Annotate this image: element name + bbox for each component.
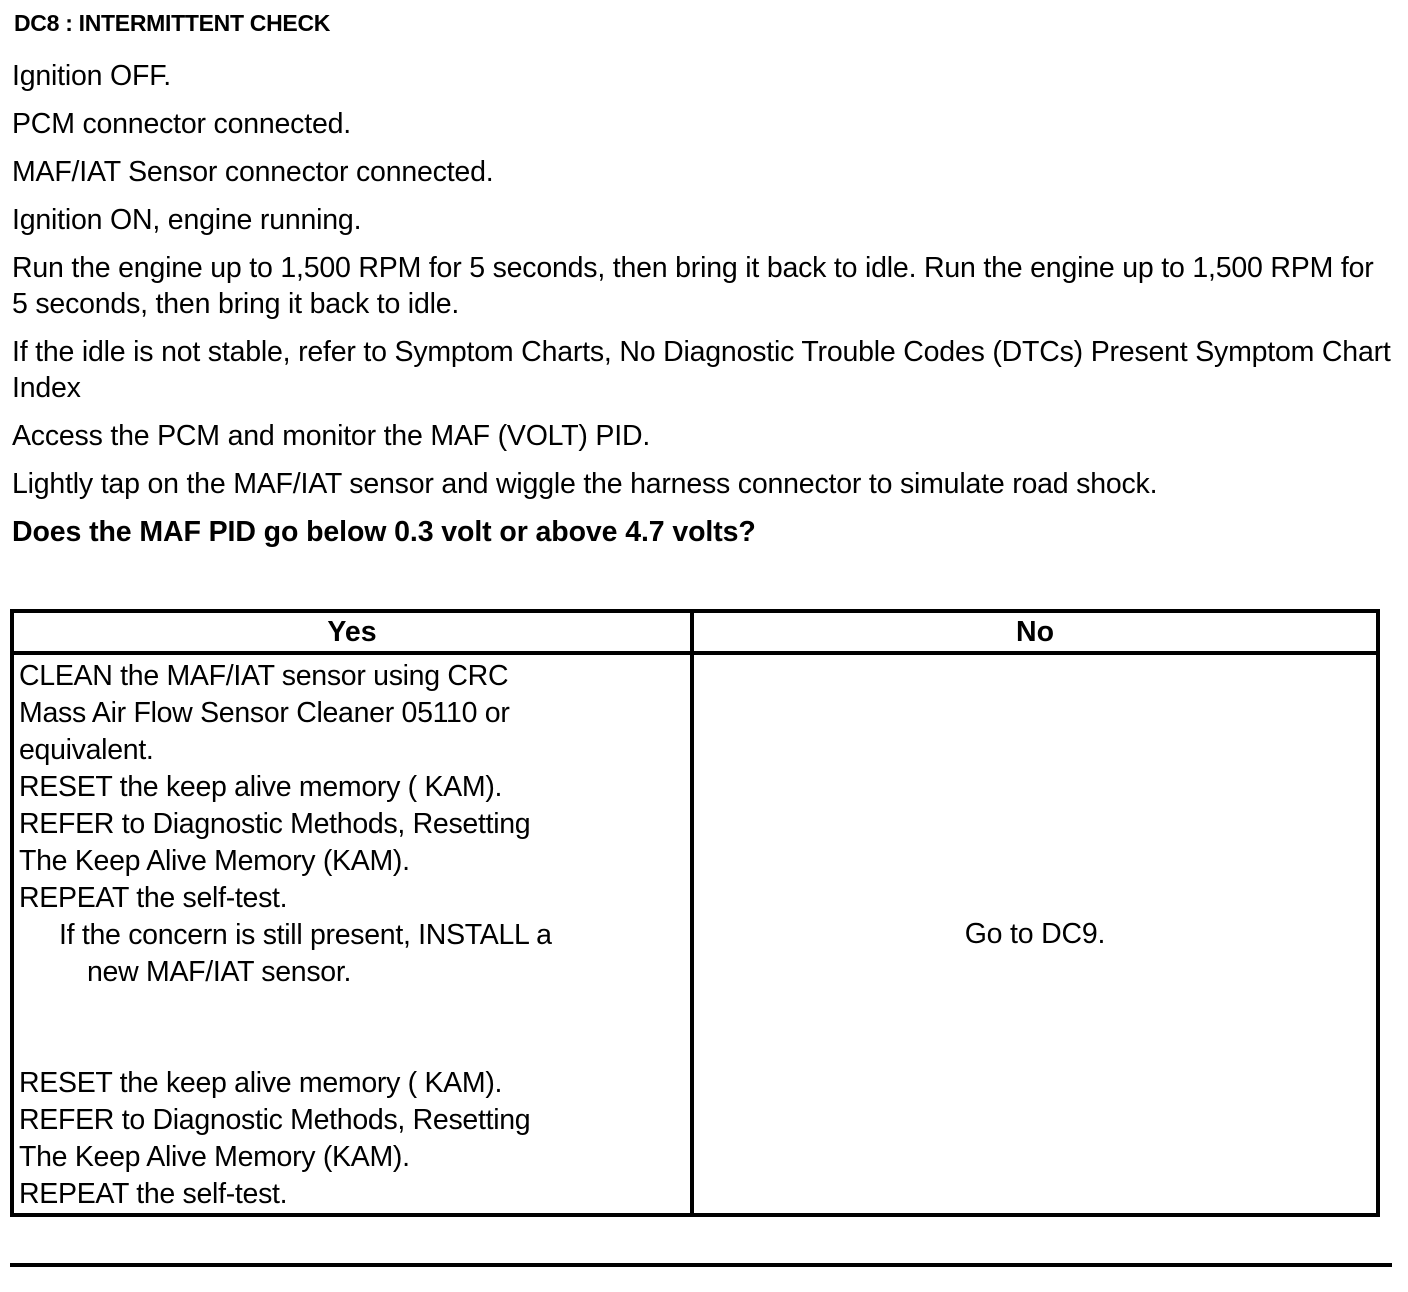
- yes-line: Mass Air Flow Sensor Cleaner 05110 or: [19, 697, 510, 729]
- step-maf-iat-connector: MAF/IAT Sensor connector connected.: [12, 156, 494, 188]
- no-action-cell: Go to DC9.: [692, 653, 1378, 1215]
- step-ignition-off: Ignition OFF.: [12, 60, 171, 92]
- yes-line: The Keep Alive Memory (KAM).: [19, 1141, 410, 1173]
- yes-line: REPEAT the self-test.: [19, 1178, 288, 1210]
- yes-line: REPEAT the self-test.: [19, 882, 288, 914]
- diagnostic-question: Does the MAF PID go below 0.3 volt or above 4.7 volts?: [12, 516, 756, 548]
- step-monitor-pid: Access the PCM and monitor the MAF (VOLT) PID.: [12, 420, 651, 452]
- no-header: No: [692, 611, 1378, 653]
- step-run-engine: Run the engine up to 1,500 RPM for 5 seconds, then bring it back to idle. Run the engine up to 1,500 RPM for 5 seconds, then bring it back to idle.: [12, 252, 1374, 320]
- step-idle-not-stable: If the idle is not stable, refer to Symptom Charts, No Diagnostic Trouble Codes (DTCs) Present Symptom Chart Index: [12, 336, 1391, 404]
- table-header-row: [12, 611, 1378, 653]
- step-tap-sensor: Lightly tap on the MAF/IAT sensor and wiggle the harness connector to simulate road shock.: [12, 468, 1158, 500]
- step-pcm-connector: PCM connector connected.: [12, 108, 351, 140]
- procedure-steps: [12, 58, 1396, 562]
- yes-line: RESET the keep alive memory ( KAM).: [19, 771, 503, 803]
- spacer: [19, 991, 690, 1065]
- yes-header: Yes: [12, 611, 692, 653]
- yes-line: REFER to Diagnostic Methods, Resetting: [19, 808, 531, 840]
- table-row: [12, 653, 1378, 1215]
- yes-line-indented: new MAF/IAT sensor.: [87, 956, 352, 988]
- step-ignition-on: Ignition ON, engine running.: [12, 204, 362, 236]
- bottom-divider: [10, 1263, 1392, 1267]
- yes-line-indented: If the concern is still present, INSTALL a: [59, 919, 552, 951]
- yes-line: The Keep Alive Memory (KAM).: [19, 845, 410, 877]
- yes-line: REFER to Diagnostic Methods, Resetting: [19, 1104, 531, 1136]
- yes-line: equivalent.: [19, 734, 154, 766]
- yes-action-cell: [12, 653, 692, 1215]
- page-title: DC8 : INTERMITTENT CHECK: [14, 10, 331, 36]
- yes-line: CLEAN the MAF/IAT sensor using CRC: [19, 660, 509, 692]
- yes-no-table: [10, 609, 1380, 1217]
- yes-line: RESET the keep alive memory ( KAM).: [19, 1067, 503, 1099]
